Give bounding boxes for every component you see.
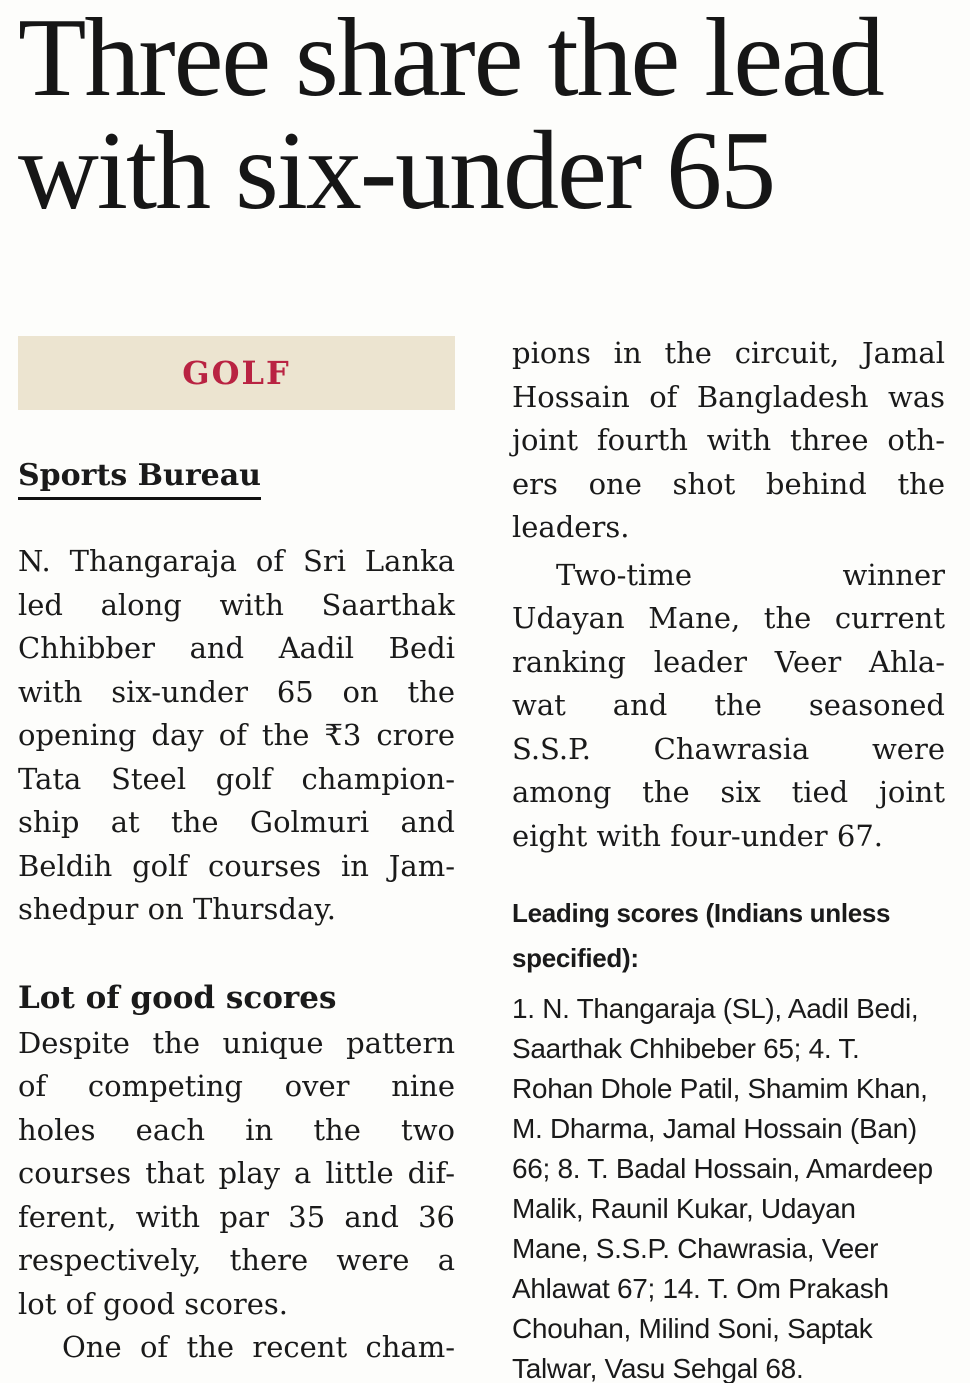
text-line: ferent, with par 35 and 36 (18, 1199, 455, 1234)
text-line: Rohan Dhole Patil, Shamim Khan, (512, 1073, 928, 1104)
headline-line-1: Three share the lead (18, 0, 883, 120)
paragraph-good-scores (18, 1022, 455, 1327)
text-line: ranking leader Veer Ahla- (512, 644, 945, 679)
text-line: Two-time winner (556, 557, 945, 592)
text-line: Udayan Mane, the current (512, 601, 945, 635)
text-line: Chouhan, Milind Soni, Saptak (512, 1313, 873, 1344)
text-line: among the six tied joint (512, 775, 945, 809)
text-line: Despite the unique pattern (18, 1025, 455, 1060)
column-right (512, 332, 945, 1383)
text-line: opening day of the ₹3 crore (18, 718, 455, 752)
text-line: ers one shot behind the (512, 466, 945, 501)
article-columns (18, 332, 945, 1383)
text-line: joint fourth with three oth- (512, 423, 945, 457)
text-line: One of the recent cham- (62, 1330, 455, 1364)
text-line: wat and the seasoned (512, 688, 945, 722)
byline (18, 458, 455, 500)
text-line: Tata Steel golf champion- (18, 761, 455, 796)
text-line: respectively, there were a (18, 1243, 455, 1277)
column-left (18, 332, 455, 1370)
text-line: M. Dharma, Jamal Hossain (Ban) (512, 1113, 917, 1144)
text-line: shedpur on Thursday. (18, 892, 337, 926)
text-line: Saarthak Chhibeber 65; 4. T. (512, 1033, 860, 1064)
text-line: ship at the Golmuri and (18, 805, 455, 839)
text-line: Beldih golf courses in Jam- (18, 848, 455, 883)
text-line: courses that play a little dif- (18, 1156, 455, 1190)
paragraph-champions-start (18, 1326, 455, 1370)
text-line: 66; 8. T. Badal Hossain, Amardeep (512, 1153, 933, 1184)
text-line: Leading scores (Indians unless (512, 898, 891, 928)
text-line: of competing over nine (18, 1069, 455, 1103)
text-line: Ahlawat 67; 14. T. Om Prakash (512, 1273, 889, 1304)
text-line: pions in the circuit, Jamal (512, 336, 945, 370)
text-line: Malik, Raunil Kukar, Udayan (512, 1193, 856, 1224)
text-line: Mane, S.S.P. Chawrasia, Veer (512, 1233, 879, 1264)
text-line: Chhibber and Aadil Bedi (18, 631, 455, 665)
text-line: 1. N. Thangaraja (SL), Aadil Bedi, (512, 993, 919, 1024)
text-line: Talwar, Vasu Sehgal 68. (512, 1353, 804, 1383)
leading-scores-list (512, 989, 945, 1383)
text-line: eight with four-under 67. (512, 818, 884, 853)
text-line: S.S.P. Chawrasia were (512, 731, 945, 766)
paragraph-champions-continued (512, 332, 945, 550)
text-line: holes each in the two (18, 1112, 455, 1147)
text-line: with six-under 65 on the (18, 674, 455, 709)
text-line: Hossain of Bangladesh was (512, 379, 945, 414)
section-kicker-label: GOLF (182, 354, 291, 392)
text-line: lot of good scores. (18, 1286, 288, 1321)
text-line: N. Thangaraja of Sri Lanka (18, 544, 455, 578)
byline-text: Sports Bureau (18, 458, 261, 500)
subhead-good-scores: Lot of good scores (18, 979, 337, 1016)
text-line: led along with Saarthak (18, 587, 455, 622)
text-line: leaders. (512, 510, 630, 544)
paragraph-two-time-winner (512, 554, 945, 859)
section-kicker-badge (18, 336, 455, 410)
text-line: specified): (512, 943, 639, 973)
headline (18, 0, 945, 233)
leading-scores-heading (512, 891, 945, 981)
paragraph-lead (18, 540, 455, 932)
headline-line-2: with six-under 65 (18, 109, 775, 233)
